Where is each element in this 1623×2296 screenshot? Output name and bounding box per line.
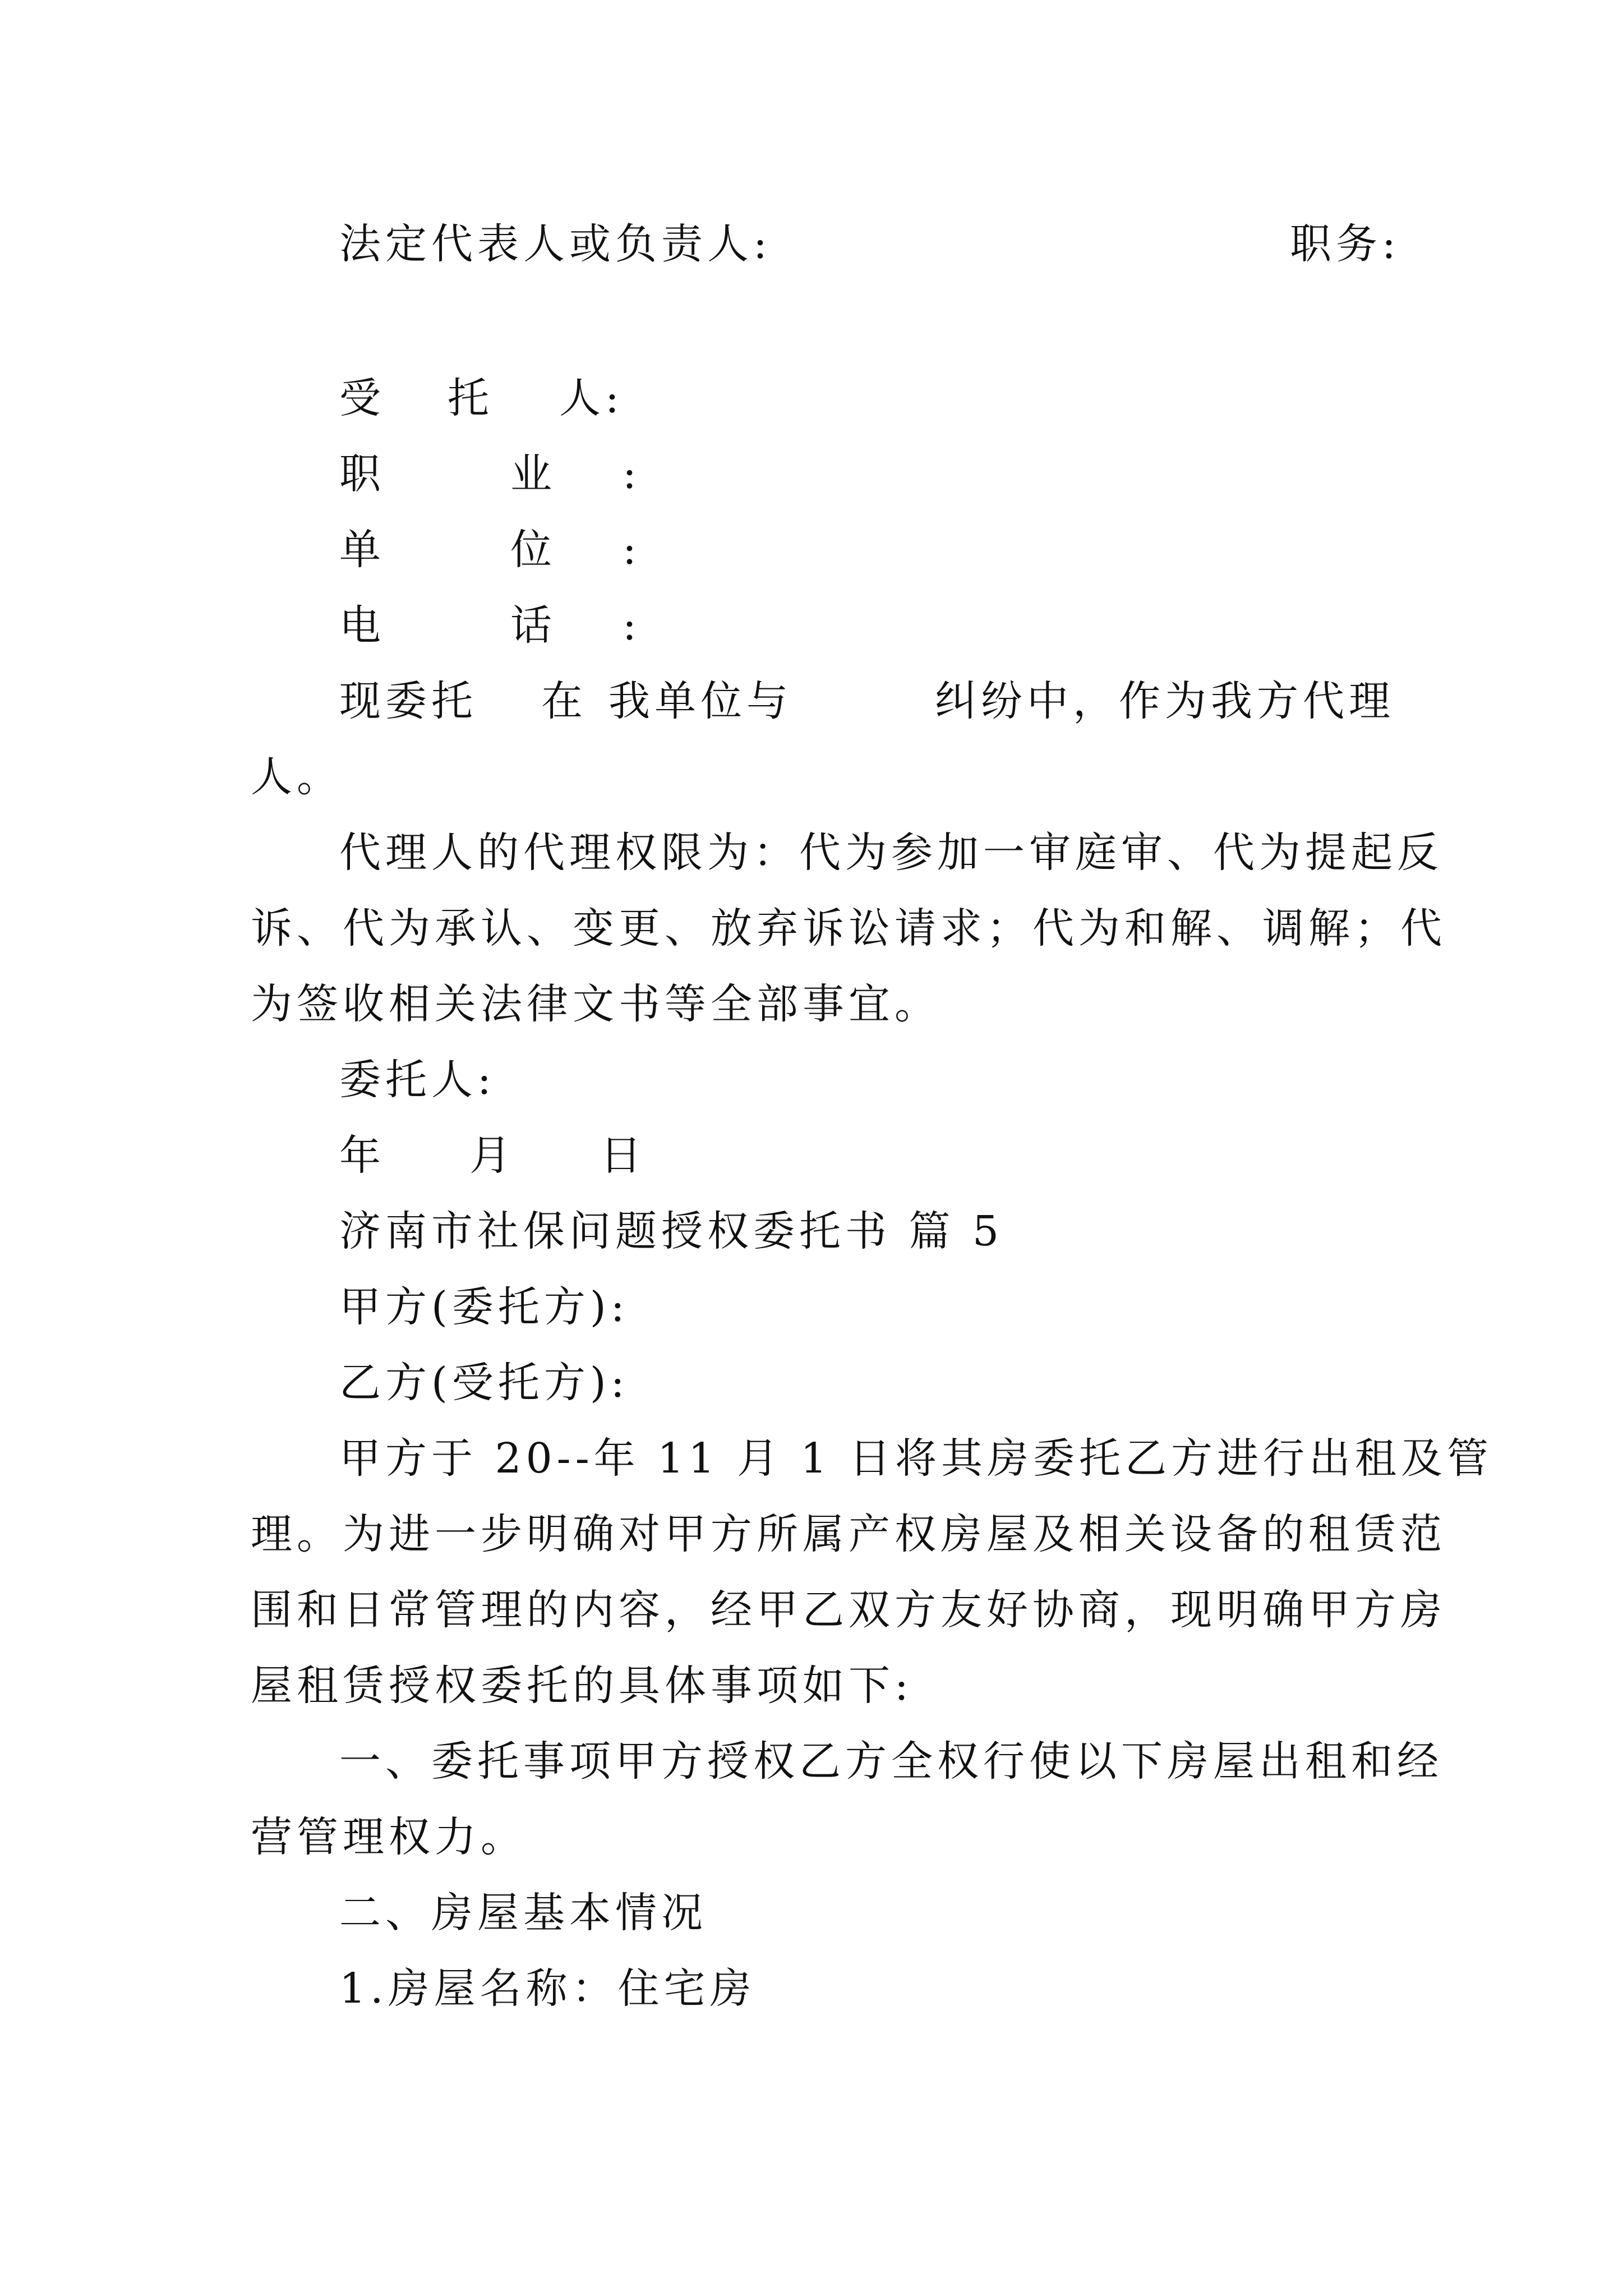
item1-line-1: 一、委托事项甲方授权乙方全权行使以下房屋出租和经 [339, 1737, 1443, 1786]
phone-char-1: 电 [339, 601, 385, 650]
authority-line-2: 诉、代为承认、变更、放弃诉讼请求；代为和解、调解；代 [251, 904, 1446, 953]
item1-line-2: 营管理权力。 [251, 1813, 527, 1861]
date-year: 年 [339, 1131, 385, 1180]
title-label: 职务: [1290, 220, 1400, 268]
paragraph1-line-1: 甲方于 20--年 11 月 1 日将其房委托乙方进行出租及管 [339, 1434, 1493, 1483]
party-b: 乙方(受托方): [339, 1359, 629, 1407]
phone-field [339, 600, 1384, 651]
phone-char-2: 话 [510, 601, 556, 650]
commission-line [339, 676, 1395, 726]
commission-seg-2: 在 [541, 677, 587, 725]
commission-cont: 人。 [251, 753, 343, 801]
signature-line [339, 219, 1400, 269]
item2-sub-1: 1.房屋名称：住宅房 [339, 1964, 756, 2013]
commission-seg-1: 现委托 [339, 677, 477, 725]
paragraph1-line-2: 理。为进一步明确对甲方所属产权房屋及相关设备的租赁范 [251, 1510, 1446, 1558]
party-a: 甲方(委托方): [339, 1283, 629, 1331]
unit-char-1: 单 [339, 526, 385, 574]
commission-seg-3: 我单位与 [608, 677, 792, 725]
paragraph1-line-3: 围和日常管理的内容，经甲乙双方友好协商，现明确甲方房 [251, 1586, 1446, 1634]
agent-char-2: 托 [448, 374, 494, 422]
section-title: 济南市社保问题授权委托书 篇 5 [339, 1207, 1004, 1255]
client-label: 委托人: [339, 1056, 496, 1104]
occupation-char-1: 职 [339, 450, 385, 498]
unit-colon: : [623, 526, 641, 574]
date-month: 月 [469, 1131, 515, 1180]
unit-field [339, 524, 1384, 575]
authority-line-3: 为签收相关法律文书等全部事宜。 [251, 980, 940, 1028]
date-day: 日 [600, 1131, 646, 1180]
agent-char-1: 受 [339, 374, 385, 422]
occupation-field [339, 449, 1384, 499]
legal-rep-label: 法定代表人或负责人: [339, 220, 772, 268]
date-line [339, 1130, 1384, 1181]
unit-char-2: 位 [510, 526, 556, 574]
occupation-char-2: 业 [510, 450, 556, 498]
phone-colon: : [623, 601, 641, 650]
agent-char-3: 人: [559, 374, 624, 422]
commission-seg-4: 纠纷中，作为我方代理 [935, 677, 1395, 725]
agent-field [339, 373, 1384, 424]
item2-heading: 二、房屋基本情况 [339, 1889, 707, 1937]
occupation-colon: : [623, 450, 641, 498]
paragraph1-line-4: 屋租赁授权委托的具体事项如下: [251, 1662, 913, 1710]
authority-line-1: 代理人的代理权限为：代为参加一审庭审、代为提起反 [339, 829, 1443, 877]
